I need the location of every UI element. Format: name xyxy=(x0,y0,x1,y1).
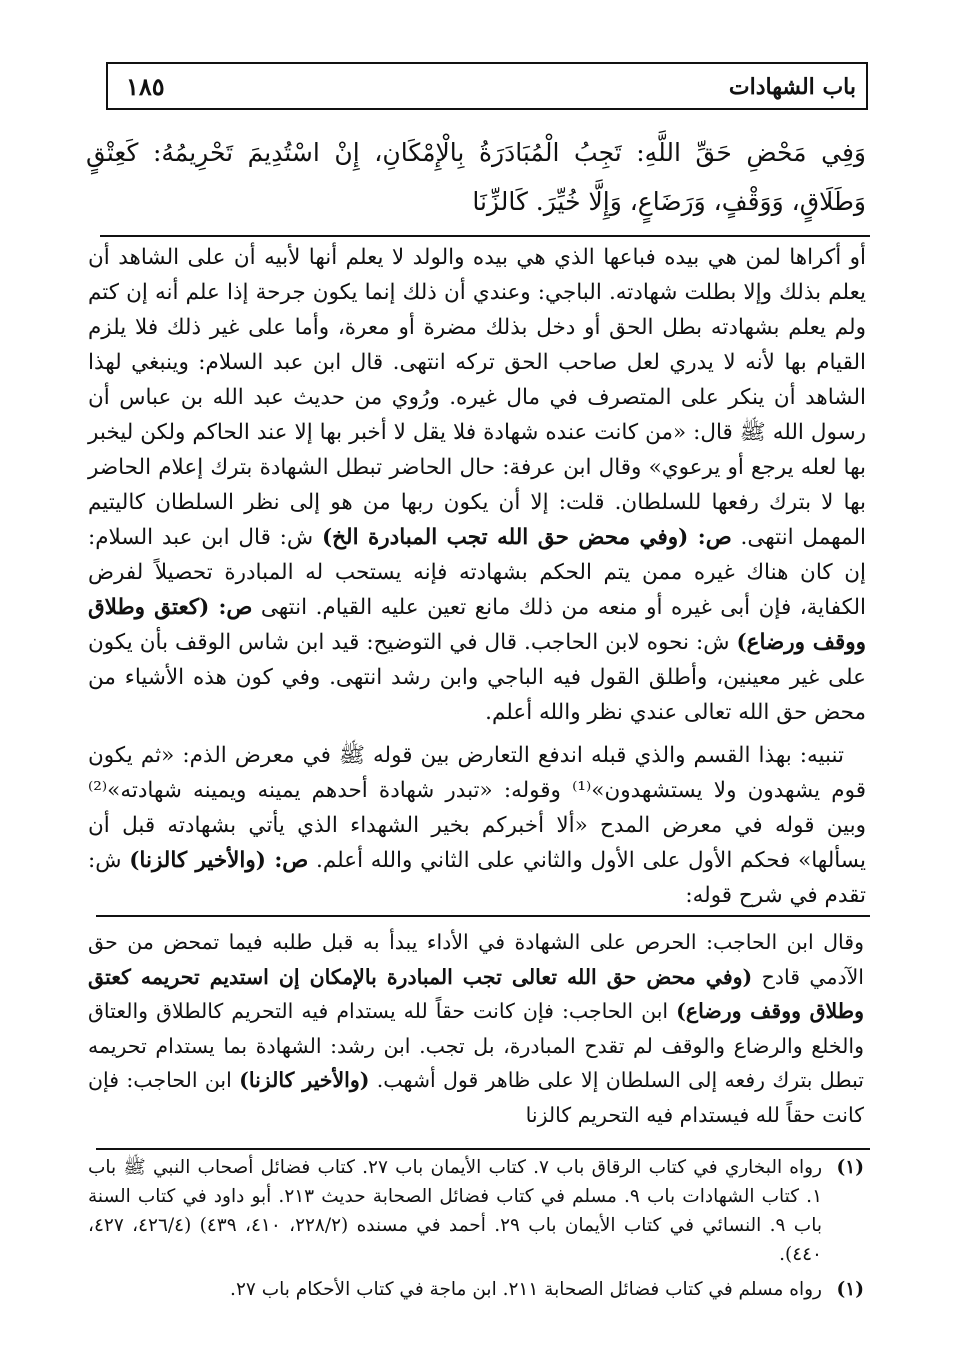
footnote-text: رواه البخاري في كتاب الرقاق باب ٧. كتاب الأيمان باب ٢٧. كتاب فضائل أصحاب النبي ﷺ باب ١. كتاب الشهادات باب ٩. مسلم في كتاب فضائل الصحابة حديث ٢١٣. أبو داود في كتاب السنة باب ٩. النسائي في كتاب الأيمان باب ٢٩. أحمد في مسنده (٢٢٨/٢، ٤١٠، ٤٣٩) (٤٢٦/٤، ٤٢٧، ٤٤٠). xyxy=(88,1157,823,1265)
matn-paragraph: وَفِي مَحْضِ حَقِّ اللَّهِ: تَجِبُ الْمُبَادَرَةُ بِالْإِمْكَانِ، إِنْ اسْتُدِيمَ تَحْرِيمُهُ: كَعِتْقٍ وَطَلَاقٍ، وَوَقْفٍ، وَرَضَاعٍ، وَإِلَّا خُيِّرَ. كَالزِّنَا xyxy=(86,138,866,216)
matn-quote: ص: (وفي محض حق الله تجب المبادرة الخ) xyxy=(321,525,732,550)
lower-text: ابن الحاجب: فإن كانت حقاً لله فيستدام فيه التحريم كالزنا xyxy=(88,1068,864,1127)
footnote xyxy=(88,1153,864,1269)
commentary-text: أو أكراها لمن هي بيده فباعها الذي هي بيده والولد لا يعلم أنها لأبيه أن على الشاهد أن يعلم بذلك وإلا بطلت شهادته. الباجي: وعندي أن ذلك إنما يكون جرحة إذا علم أنه إن كتم ولم يعلم بشهادته بطل الحق أو دخل بذلك مضرة أو معرة، وأما على غير ذلك فلا يلزم القيام بها لأنه لا يدري لعل صاحب الحق تركه انتهى. قال ابن عبد السلام: وينبغي لهذا الشاهد أن ينكر على المتصرف في مال غيره. ورُوي من حديث عبد الله بن عباس أن رسول الله ﷺ قال: «من كانت عنده شهادة فلا يقل لا أخبر بها إلا عند الحاكم ولكن ليخبر بها لعله يرجع أو يرعوي» وقال ابن عرفة: حال الحاضر تبطل الشهادة بترك إعلام الحاضر بها لا بترك رفعها للسلطان. قلت: إلا أن يكون ربها من هو إلى نظر السلطان كاليتيم المهمل انتهى. xyxy=(88,245,867,550)
footnote-number: (١) xyxy=(836,1279,864,1300)
lower-text: وقال ابن الحاجب: الحرص على الشهادة في الأداء يبدأ به قبل طلبه فيما تمحض من حق الآدمي قادح xyxy=(88,930,864,989)
commentary-paragraph-1 xyxy=(88,240,866,730)
page-number: ١٨٥ xyxy=(126,72,165,101)
chapter-title: باب الشهادات xyxy=(728,74,856,100)
footnote-text: رواه مسلم في كتاب فضائل الصحابة ٢١١. ابن ماجة في كتاب الأحكام باب ٢٧. xyxy=(230,1279,822,1300)
matn-separator xyxy=(100,235,870,237)
lower-matn-quote: (والأخير كالزنا) xyxy=(239,1068,370,1092)
lower-separator xyxy=(96,915,870,917)
commentary-text: ش: تقدم في شرح قوله: xyxy=(88,848,866,908)
lower-commentary-block xyxy=(88,925,864,1132)
footnotes-block xyxy=(88,1153,864,1310)
matn-text-block xyxy=(86,128,866,226)
footnote xyxy=(88,1275,864,1304)
lower-matn-quote: (وفي محض حق الله تعالى تجب المبادرة بالإمكان إن استديم تحريمه كعتق وطلاق ووقف ورضاع) xyxy=(88,964,864,1023)
commentary-text: تنبيه: بهذا القسم والذي قبله اندفع التعارض بين قوله ﷺ في معرض الذم: «ثم يكون قوم يشهدون ولا يستشهدون»⁽¹⁾ وقوله: «تبدر شهادة أحدهم يمينه ويمينه شهادته»⁽²⁾ وبين قوله في معرض المدح «ألا أخبركم بخير الشهداء الذي يأتي بشهادته قبل أن يسألها» فحكم الأول على الأول والثاني على الثاني والله أعلم. xyxy=(88,743,866,873)
lower-text: ابن الحاجب: فإن كانت حقاً لله يستدام فيه التحريم كالطلاق والعتاق والخلع والرضاع والوقف لم تقدح المبادرة، بل تجب. ابن رشد: الشهادة بما يستدام تحريمه تبطل بترك رفعه إلى السلطان إلا على ظاهر قول أشهب. xyxy=(88,999,864,1092)
matn-quote: ص: (والأخير كالزنا) xyxy=(129,848,309,873)
page-header xyxy=(106,62,868,110)
footnote-number: (١) xyxy=(836,1157,864,1178)
footnote-separator xyxy=(96,1148,870,1150)
commentary-text: ش: نحوه لابن الحاجب. قال في التوضيح: قيد ابن شاس الوقف بأن يكون على غير معينين، وأطلق القول فيه الباجي وابن رشد انتهى. وفي كون هذه الأشياء من محض حق الله تعالى عندي نظر والله أعلم. xyxy=(88,630,866,725)
lower-paragraph xyxy=(88,925,864,1132)
commentary-paragraph-2 xyxy=(88,738,866,913)
commentary-block xyxy=(88,240,866,921)
commentary-text: ش: قال ابن عبد السلام: إن كان هناك غيره ممن يتم الحكم بشهادته فإنه يستحب له المبادرة تحصيلاً لفرض الكفاية، فإن أبى غيره أو منعه من ذلك مانع تعين عليه القيام. انتهى xyxy=(88,525,866,620)
matn-quote: ص: (كعتق وطلاق ووقف ورضاع) xyxy=(88,595,866,655)
